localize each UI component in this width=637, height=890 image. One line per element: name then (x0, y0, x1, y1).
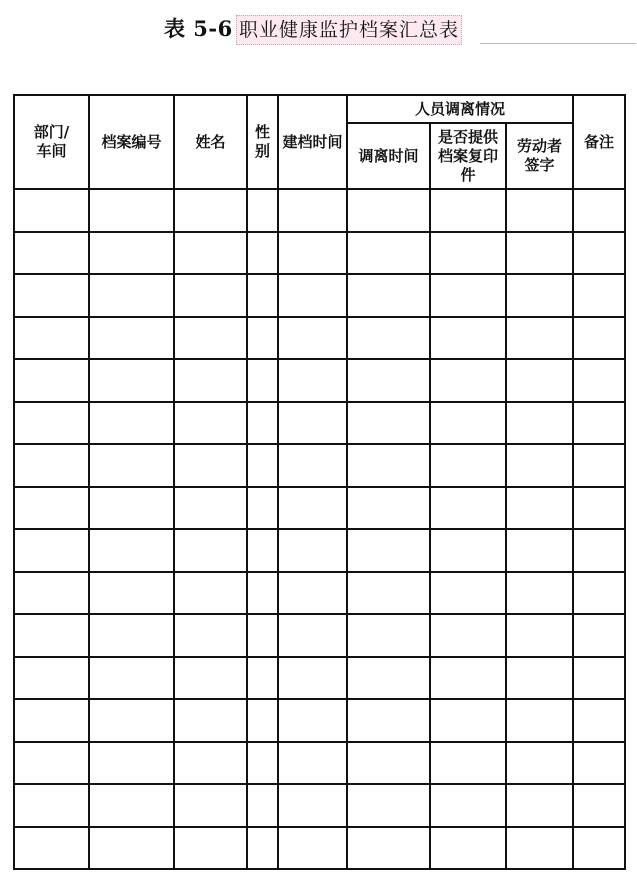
table-cell[interactable] (506, 572, 573, 615)
table-cell[interactable] (506, 529, 573, 572)
table-cell[interactable] (174, 784, 247, 827)
table-cell[interactable] (430, 317, 506, 360)
table-cell[interactable] (347, 317, 430, 360)
table-cell[interactable] (247, 487, 278, 530)
header-transfer-group: 人员调离情况 (347, 95, 573, 123)
table-row (14, 742, 625, 785)
table-cell[interactable] (347, 784, 430, 827)
table-cell[interactable] (347, 189, 430, 232)
table-cell[interactable] (14, 317, 89, 360)
header-copy-provided (430, 123, 506, 189)
table-cell[interactable] (89, 827, 174, 870)
table-cell[interactable] (247, 529, 278, 572)
table-cell[interactable] (573, 444, 625, 487)
table-cell[interactable] (430, 827, 506, 870)
table-cell[interactable] (247, 699, 278, 742)
table-cell[interactable] (174, 742, 247, 785)
table-cell[interactable] (278, 827, 347, 870)
table-cell[interactable] (14, 274, 89, 317)
table-cell[interactable] (174, 657, 247, 700)
table-cell[interactable] (174, 189, 247, 232)
table-cell[interactable] (506, 742, 573, 785)
table-row (14, 317, 625, 360)
table-cell[interactable] (174, 359, 247, 402)
table-cell[interactable] (14, 614, 89, 657)
header-sign-line2: 签字 (524, 156, 555, 174)
header-worker-sign (506, 123, 573, 189)
table-cell[interactable] (247, 572, 278, 615)
title-underline (480, 43, 636, 44)
table-cell[interactable] (347, 572, 430, 615)
table-cell[interactable] (14, 827, 89, 870)
table-cell[interactable] (89, 444, 174, 487)
table-cell[interactable] (14, 699, 89, 742)
table-cell[interactable] (14, 572, 89, 615)
table-row (14, 189, 625, 232)
table-cell[interactable] (573, 699, 625, 742)
table-cell[interactable] (278, 487, 347, 530)
table-cell[interactable] (430, 232, 506, 275)
header-dept (14, 95, 89, 189)
table-cell[interactable] (247, 232, 278, 275)
table-row (14, 274, 625, 317)
table-cell[interactable] (89, 274, 174, 317)
table-cell[interactable] (14, 529, 89, 572)
header-sign-line1: 劳动者 (516, 137, 562, 155)
table-cell[interactable] (14, 359, 89, 402)
table-row (14, 657, 625, 700)
table-cell[interactable] (247, 742, 278, 785)
table-cell[interactable] (506, 657, 573, 700)
table-cell[interactable] (573, 614, 625, 657)
header-row-top (14, 95, 625, 123)
table-cell[interactable] (174, 699, 247, 742)
header-dept-line2: 车间 (36, 142, 67, 160)
table-cell[interactable] (506, 317, 573, 360)
table-cell[interactable] (573, 657, 625, 700)
table-cell[interactable] (506, 784, 573, 827)
table-cell[interactable] (247, 444, 278, 487)
header-remarks: 备注 (573, 95, 625, 189)
table-cell[interactable] (573, 232, 625, 275)
table-row (14, 487, 625, 530)
table-cell[interactable] (14, 402, 89, 445)
table-cell[interactable] (278, 359, 347, 402)
table-cell[interactable] (347, 529, 430, 572)
table-cell[interactable] (430, 274, 506, 317)
table-cell[interactable] (89, 784, 174, 827)
table-cell[interactable] (506, 444, 573, 487)
table-cell[interactable] (506, 232, 573, 275)
table-row (14, 359, 625, 402)
header-gender-line1: 性 (254, 123, 270, 141)
table-cell[interactable] (347, 402, 430, 445)
table-cell[interactable] (174, 827, 247, 870)
table-cell[interactable] (506, 189, 573, 232)
table-row (14, 529, 625, 572)
table-cell[interactable] (14, 784, 89, 827)
table-cell[interactable] (14, 232, 89, 275)
table-cell[interactable] (14, 742, 89, 785)
table-cell[interactable] (247, 784, 278, 827)
header-copy-line3: 件 (460, 165, 476, 184)
table-cell[interactable] (278, 699, 347, 742)
table-cell[interactable] (14, 657, 89, 700)
table-cell[interactable] (174, 529, 247, 572)
table-cell[interactable] (89, 232, 174, 275)
table-cell[interactable] (430, 742, 506, 785)
table-cell[interactable] (573, 317, 625, 360)
table-row (14, 784, 625, 827)
header-copy-line2: 档案复印 (437, 146, 498, 165)
table-cell[interactable] (430, 359, 506, 402)
table-row (14, 232, 625, 275)
table-cell[interactable] (174, 444, 247, 487)
table-row (14, 402, 625, 445)
table-cell[interactable] (89, 402, 174, 445)
title-row (0, 12, 637, 46)
table-cell[interactable] (573, 742, 625, 785)
table-cell[interactable] (347, 827, 430, 870)
table-cell[interactable] (506, 487, 573, 530)
table-cell[interactable] (278, 529, 347, 572)
table-cell[interactable] (14, 444, 89, 487)
table-cell[interactable] (247, 189, 278, 232)
header-gender (247, 95, 278, 189)
table-cell[interactable] (430, 699, 506, 742)
table-cell[interactable] (430, 657, 506, 700)
archive-summary-table (13, 94, 626, 870)
table-cell[interactable] (347, 614, 430, 657)
header-dept-line1: 部门/ (33, 123, 70, 141)
table-cell[interactable] (573, 784, 625, 827)
table-cell[interactable] (573, 529, 625, 572)
table-cell[interactable] (506, 614, 573, 657)
table-cell[interactable] (430, 572, 506, 615)
table-cell[interactable] (278, 274, 347, 317)
table-cell[interactable] (174, 487, 247, 530)
table-cell[interactable] (14, 189, 89, 232)
table-cell[interactable] (278, 657, 347, 700)
table-row (14, 827, 625, 870)
table-cell[interactable] (278, 614, 347, 657)
table-row (14, 614, 625, 657)
table-cell[interactable] (430, 444, 506, 487)
table-row (14, 444, 625, 487)
table-cell[interactable] (430, 189, 506, 232)
table-cell[interactable] (89, 529, 174, 572)
table-cell[interactable] (89, 742, 174, 785)
table-cell[interactable] (278, 572, 347, 615)
table-cell[interactable] (573, 827, 625, 870)
table-cell[interactable] (347, 444, 430, 487)
table-cell[interactable] (247, 359, 278, 402)
table-cell[interactable] (430, 487, 506, 530)
table-cell[interactable] (347, 742, 430, 785)
table-cell[interactable] (174, 317, 247, 360)
table-cell[interactable] (573, 487, 625, 530)
table-cell[interactable] (174, 402, 247, 445)
table-cell[interactable] (89, 487, 174, 530)
table-cell[interactable] (573, 189, 625, 232)
table-cell[interactable] (347, 232, 430, 275)
header-file-no: 档案编号 (89, 95, 174, 189)
table-cell[interactable] (174, 572, 247, 615)
table-cell[interactable] (430, 784, 506, 827)
table-cell[interactable] (247, 402, 278, 445)
table-row (14, 572, 625, 615)
table-cell[interactable] (573, 572, 625, 615)
table-cell[interactable] (430, 402, 506, 445)
header-copy-line1: 是否提供 (437, 127, 498, 146)
table-cell[interactable] (573, 402, 625, 445)
table-cell[interactable] (174, 614, 247, 657)
table-cell[interactable] (573, 359, 625, 402)
table-cell[interactable] (506, 827, 573, 870)
header-gender-line2: 别 (254, 142, 270, 160)
header-created: 建档时间 (278, 95, 347, 189)
table-cell[interactable] (174, 274, 247, 317)
table-cell[interactable] (247, 657, 278, 700)
table-cell[interactable] (247, 827, 278, 870)
table-cell[interactable] (247, 317, 278, 360)
table-cell[interactable] (278, 402, 347, 445)
table-cell[interactable] (89, 614, 174, 657)
header-transfer-time: 调离时间 (347, 123, 430, 189)
table-cell[interactable] (347, 359, 430, 402)
table-cell[interactable] (14, 487, 89, 530)
table-cell[interactable] (347, 699, 430, 742)
table-cell[interactable] (278, 784, 347, 827)
table-cell[interactable] (89, 657, 174, 700)
table-cell[interactable] (247, 614, 278, 657)
table-cell[interactable] (573, 274, 625, 317)
table-cell[interactable] (174, 232, 247, 275)
page-title: 职业健康监护档案汇总表 (236, 15, 462, 45)
table-cell[interactable] (89, 359, 174, 402)
table-cell[interactable] (89, 189, 174, 232)
table-cell[interactable] (278, 232, 347, 275)
table-cell[interactable] (430, 614, 506, 657)
table-cell[interactable] (347, 487, 430, 530)
table-cell[interactable] (278, 189, 347, 232)
table-cell[interactable] (278, 444, 347, 487)
table-cell[interactable] (347, 657, 430, 700)
table-cell[interactable] (506, 402, 573, 445)
header-name: 姓名 (174, 95, 247, 189)
table-cell[interactable] (89, 699, 174, 742)
table-number: 表 5-6 (164, 16, 233, 41)
table-cell[interactable] (89, 572, 174, 615)
table-cell[interactable] (506, 359, 573, 402)
table-cell[interactable] (506, 274, 573, 317)
table-cell[interactable] (89, 317, 174, 360)
table-cell[interactable] (347, 274, 430, 317)
table-cell[interactable] (506, 699, 573, 742)
table-cell[interactable] (247, 274, 278, 317)
table-row (14, 699, 625, 742)
table-body (14, 189, 625, 869)
table-cell[interactable] (430, 529, 506, 572)
table-cell[interactable] (278, 742, 347, 785)
table-cell[interactable] (278, 317, 347, 360)
